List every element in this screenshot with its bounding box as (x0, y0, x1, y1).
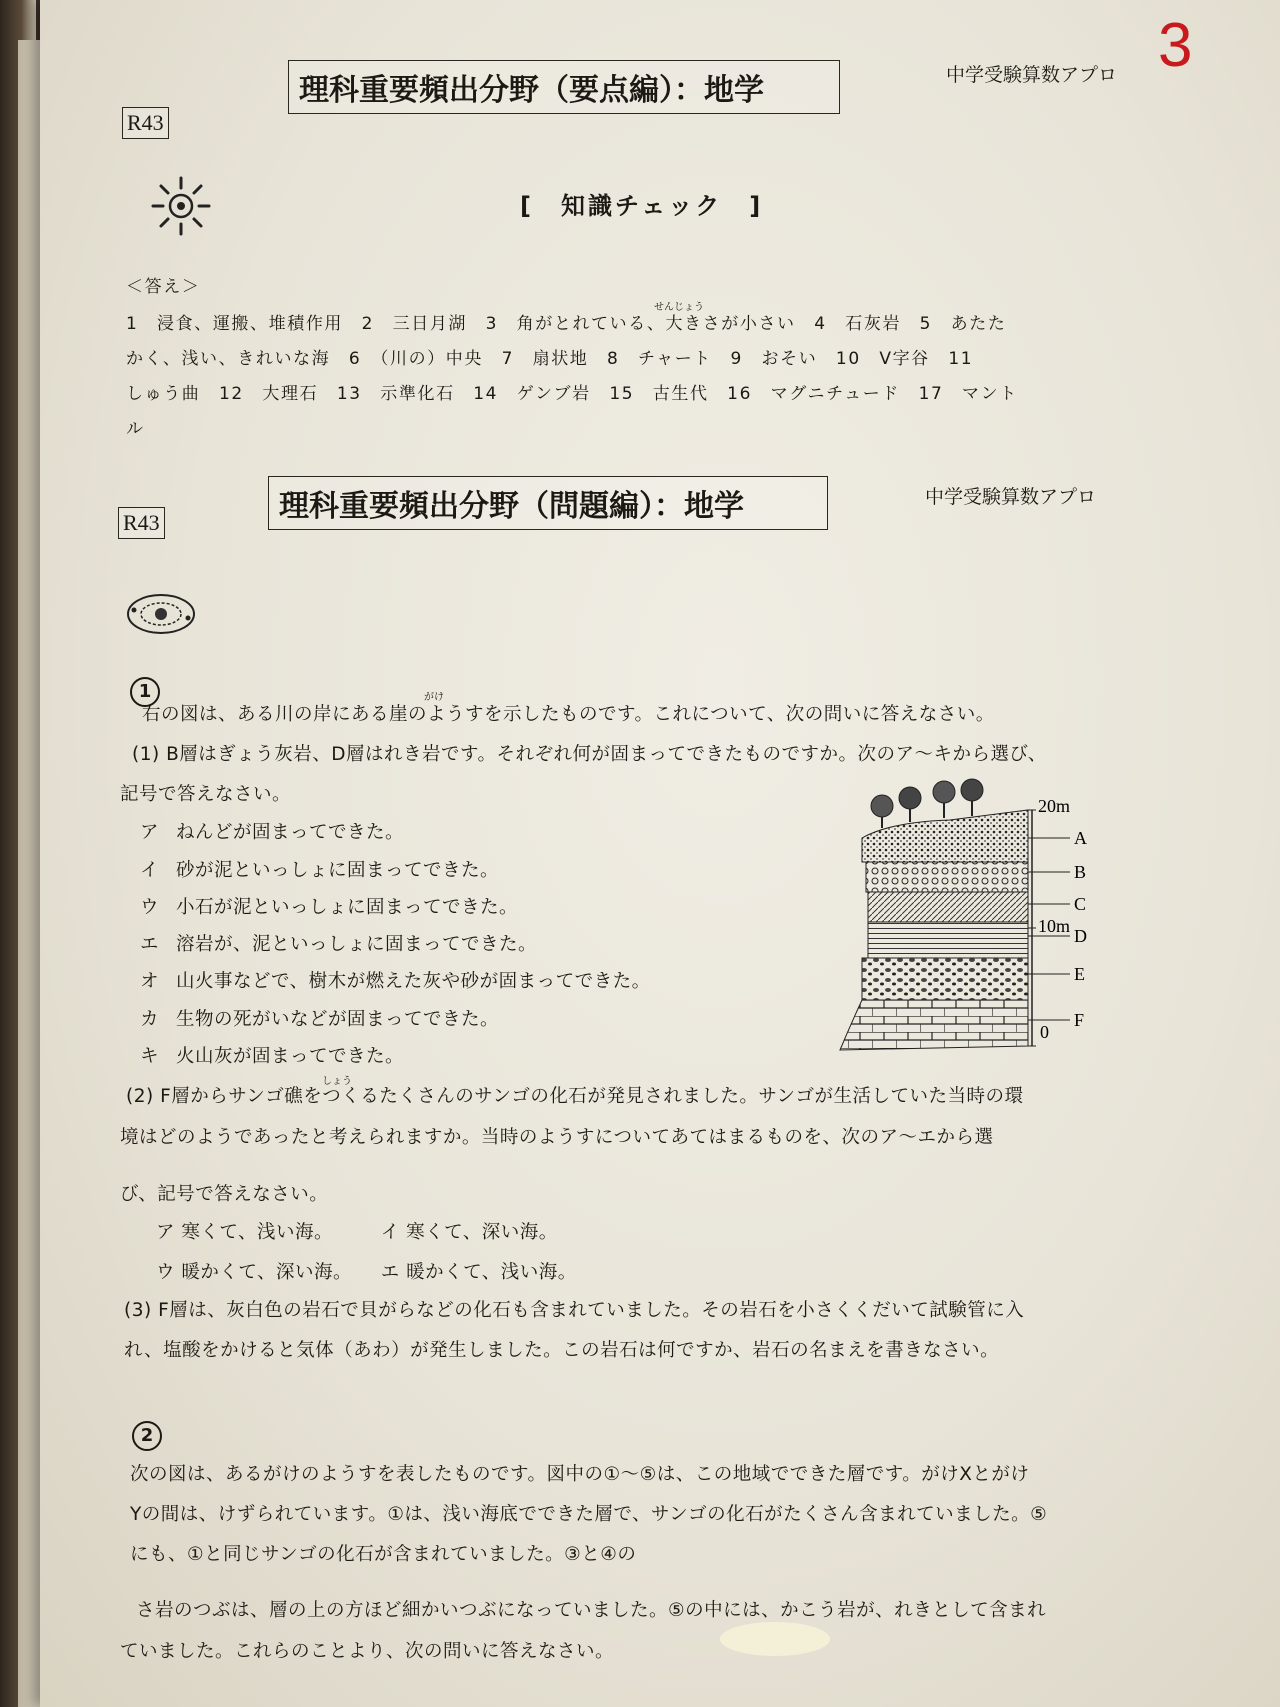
layer-label-b: B (1074, 862, 1087, 882)
ruby-fan: せんじょう (654, 302, 704, 313)
header-school-name: 中学受験算数アプロ (946, 64, 1118, 86)
section2-title: 理科重要頻出分野（問題編）：地学 (268, 476, 828, 530)
q2-line2: Yの間は、けずられています。①は、浅い海底でできた層で、サンゴの化石がたくさん含まれていました。⑤ (130, 1504, 1048, 1525)
question-1-number: 1 (130, 677, 160, 707)
ruby-reef: しょう (322, 1076, 352, 1087)
choice-item: キ 火山灰が固まってできた。 (140, 1046, 405, 1067)
question-2-number: 2 (132, 1421, 162, 1451)
layer-label-d: D (1074, 926, 1087, 946)
q1-part3-line1: (3) F層は、灰白色の岩石で貝がらなどの化石も含まれていました。その岩石を小さくくだいて試験管に入 (124, 1300, 1025, 1321)
scale-label-top: 20m (1038, 796, 1071, 816)
answer-heading: ＜答え＞ (126, 277, 201, 297)
answer-line-1: 1 浸食、運搬、堆積作用 2 三日月湖 3 角がとれている、大きさが小さい 4 石灰岩 5 あたた (126, 314, 1007, 334)
section2-school-name: 中学受験算数アプロ (925, 486, 1097, 508)
highlight-smudge (720, 1622, 830, 1656)
q1-part2-line2: 境はどのようであったと考えられますか。当時のようすについてあてはまるものを、次のア～エから選 (120, 1127, 994, 1148)
scale-label-bottom: 0 (1040, 1022, 1049, 1042)
page-number: 3 (1158, 11, 1193, 80)
earth-orbit-icon (124, 588, 198, 640)
choice-item: オ 山火事などで、樹木が燃えた灰や砂が固まってできた。 (140, 971, 651, 992)
q2-line3: にも、①と同じサンゴの化石が含まれていました。③と④の (130, 1544, 637, 1565)
section2-code-badge: R43 (118, 507, 165, 539)
answer-line-3: しゅう曲 12 大理石 13 示準化石 14 ゲンブ岩 15 古生代 16 マグニチュード 17 マント (126, 384, 1018, 404)
sun-icon (148, 174, 214, 238)
scale-label-mid: 10m (1038, 916, 1071, 936)
worksheet-page (40, 0, 1280, 1707)
section1-title: 理科重要頻出分野（要点編）：地学 (288, 60, 840, 114)
q1-part3-line2: れ、塩酸をかけると気体（あわ）が発生しました。この岩石は何ですか、岩石の名まえを書きなさい。 (124, 1340, 1000, 1361)
choice-item: ア ねんどが固まってできた。 (140, 822, 405, 843)
q2-line5: ていました。これらのことより、次の問いに答えなさい。 (120, 1641, 615, 1662)
section1-code-badge: R43 (122, 107, 169, 139)
ruby-cliff: がけ (424, 692, 444, 703)
layer-label-f: F (1074, 1010, 1085, 1030)
q1-part2-choices-row1: ア 寒くて、浅い海。 イ 寒くて、深い海。 (156, 1222, 558, 1243)
q2-line1: 次の図は、あるがけのようすを表したものです。図中の①～⑤は、この地域でできた層です。がけXとがけ (130, 1464, 1030, 1485)
cliff-strata-figure (800, 776, 1120, 1066)
knowledge-check-heading: [ 知識チェック ] (520, 192, 764, 220)
answer-line-2: かく、浅い、きれいな海 6 （川の）中央 7 扇状地 8 チャート 9 おそい 10 V字谷 11 (126, 349, 974, 369)
q1-part2-choices-row2: ウ 暖かくて、深い海。 エ 暖かくて、浅い海。 (156, 1262, 577, 1283)
choice-item: カ 生物の死がいなどが固まってできた。 (140, 1009, 500, 1030)
layer-label-e: E (1074, 964, 1085, 984)
q2-line4: さ岩のつぶは、層の上の方ほど細かいつぶになっていました。⑤の中には、かこう岩が、れきとして含まれ (136, 1600, 1047, 1621)
choice-item: ウ 小石が泥といっしょに固まってできた。 (140, 897, 519, 918)
q1-part2-line3: び、記号で答えなさい。 (120, 1184, 329, 1205)
q1-part2-line1: (2) F層からサンゴ礁をつくるたくさんのサンゴの化石が発見されました。サンゴが生活していた当時の環 (126, 1086, 1024, 1107)
choice-item: イ 砂が泥といっしょに固まってできた。 (140, 860, 500, 881)
layer-label-a: A (1074, 828, 1087, 848)
choice-item: エ 溶岩が、泥といっしょに固まってできた。 (140, 934, 538, 955)
layer-label-c: C (1074, 894, 1087, 914)
q1-intro: 右の図は、ある川の岸にある崖のようすを示したものです。これについて、次の問いに答えなさい。 (142, 704, 995, 725)
q1-part1-line2: 記号で答えなさい。 (120, 784, 292, 805)
q1-part1-line1: (1) B層はぎょう灰岩、D層はれき岩です。それぞれ何が固まってできたものですか。次のア～キから選び、 (132, 744, 1047, 765)
answer-line-4: ル (126, 419, 145, 439)
